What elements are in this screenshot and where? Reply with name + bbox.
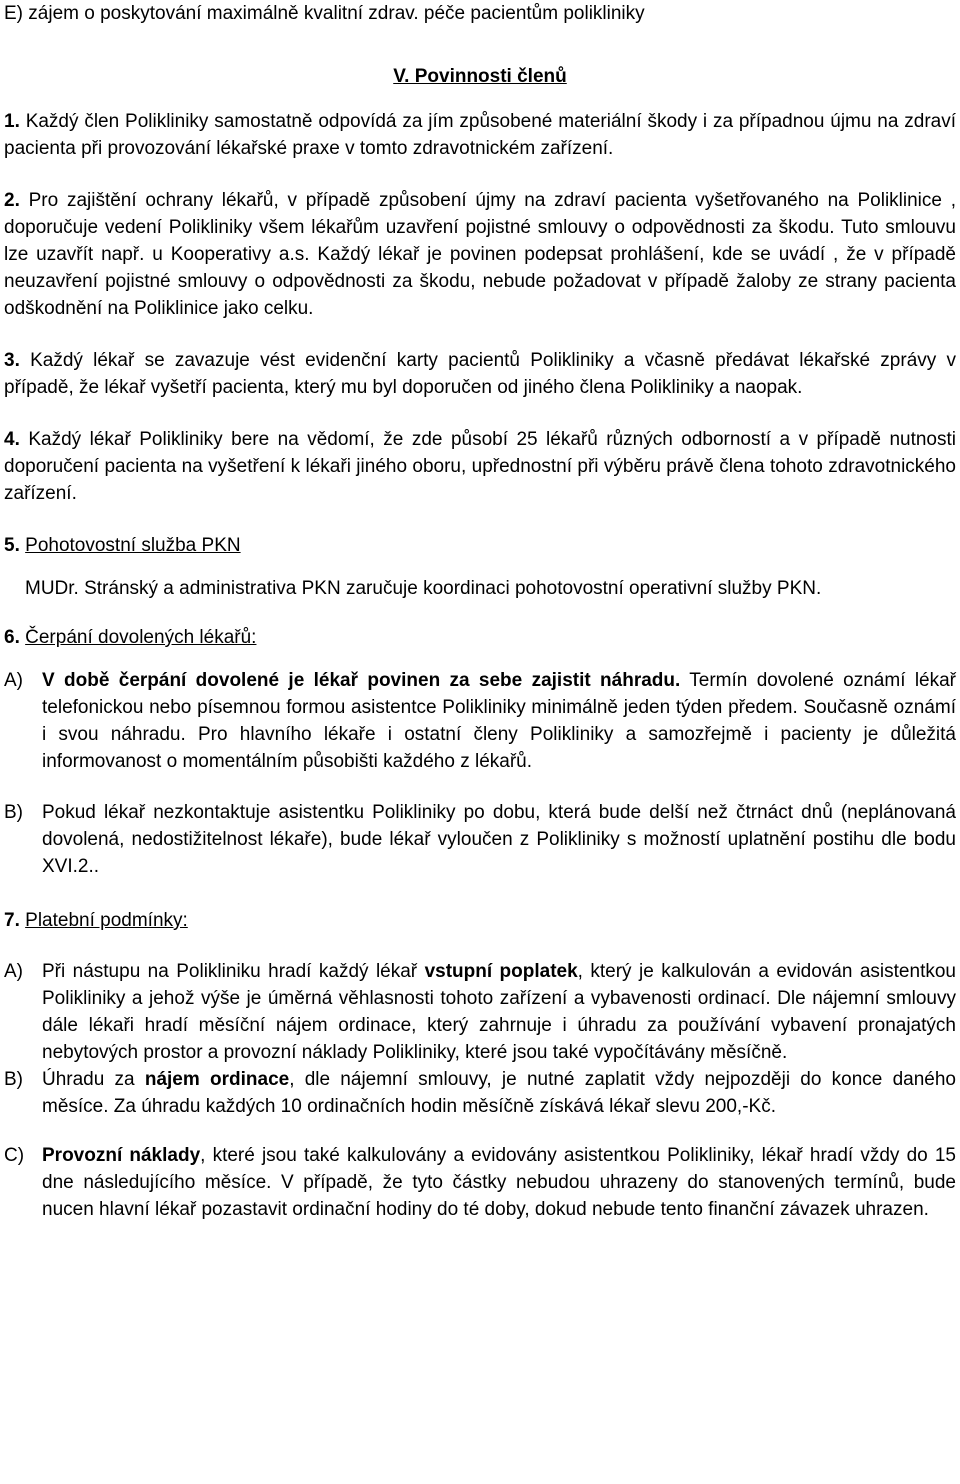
paragraph-4-text: Každý lékař Polikliniky bere na vědomí, že zde působí 25 lékařů různých odborností a v případě nutnosti doporučení pacienta na vyšetření k lékaři jiného oboru, upřednostní při výběru právě člena tohoto zdravotnického zařízení. bbox=[4, 429, 956, 504]
section-7-item-a bbox=[4, 958, 956, 1066]
section-7-item-c-post: , které jsou také kalkulovány a evidovány asistentkou Polikliniky, lékař hradí vždy do 15 dne následujícího měsíce. V případě, že tyto částky nebudou uhrazeny do stanovených termínů, bude nucen hlavní lékař pozastavit ordinační hodiny do té doby, dokud nebude tento finanční závazek uhrazen. bbox=[42, 1145, 956, 1220]
section-7-item-b-text bbox=[42, 1066, 956, 1120]
paragraph-3-number: 3. bbox=[4, 350, 20, 371]
section-7-item-a-pre: Při nástupu na Polikliniku hradí každý lékař bbox=[42, 961, 425, 982]
section-5-text: MUDr. Stránský a administrativa PKN zaručuje koordinaci pohotovostní operativní služby PKN. bbox=[25, 578, 822, 599]
document-page bbox=[4, 0, 956, 1223]
section-7-title: Platební podmínky: bbox=[25, 910, 188, 931]
section-6-item-a-bold: V době čerpání dovolené je lékař povinen za sebe zajistit náhradu. bbox=[42, 670, 681, 691]
paragraph-1-text: Každý člen Polikliniky samostatně odpovídá za jím způsobené materiální škody i za případnou újmu na zdraví pacienta při provozování lékařské praxe v tomto zdravotnickém zařízení. bbox=[4, 111, 956, 159]
section-6-item-a-text bbox=[42, 667, 956, 775]
section-7-item-b-bold: nájem ordinace bbox=[144, 1069, 290, 1090]
paragraph-1 bbox=[4, 108, 956, 162]
section-7-item-b-label: B) bbox=[4, 1069, 23, 1090]
section-6-item-a-label: A) bbox=[4, 670, 23, 691]
section-7-item-a-post: , který je kalkulován a evidován asistentkou Polikliniky a jehož výše je úměrná věhlasnosti tohoto zařízení a vybavenosti ordinací. Dle nájemní smlouvy dále lékaři hradí měsíční nájem ordinace, který zahrnuje i úhradu za používání vybavení pronajatých nebytových prostor a provozní náklady Polikliniky, které jsou také vypočítávány měsíčně. bbox=[42, 961, 956, 1063]
section-6-item-b bbox=[4, 799, 956, 880]
section-6-item-b-text: Pokud lékař nezkontaktuje asistentku Polikliniky po dobu, která bude delší než čtrnáct dnů (neplánovaná dovolená, nedostižitelnost lékaře), bude lékař vyloučen z Polikliniky s možností uplatnění postihu dle bodu XVI.2.. bbox=[42, 802, 956, 877]
section-7-item-b-post: , dle nájemní smlouvy, je nutné zaplatit vždy nejpozději do konce daného měsíce. Za úhradu každých 10 ordinačních hodin měsíčně získává lékař slevu 200,-Kč. bbox=[42, 1069, 956, 1117]
section-7-item-c-text bbox=[42, 1142, 956, 1223]
section-6-title: Čerpání dovolených lékařů: bbox=[25, 627, 257, 648]
section-7-item-a-label: A) bbox=[4, 961, 23, 982]
paragraph-3 bbox=[4, 347, 956, 401]
section-6-item-b-label: B) bbox=[4, 802, 23, 823]
section-6-item-a bbox=[4, 667, 956, 775]
section-v-title: V. Povinnosti členů bbox=[393, 66, 567, 87]
section-6-item-a-body: Termín dovolené oznámí lékař telefonickou nebo písemnou formou asistentce Polikliniky minimálně jeden týden předem. Současně oznámí i svou náhradu. Pro hlavního lékaře i ostatní členy Polikliniky a samozřejmě i pacienty je důležitá informovanost o momentálním působišti každého z lékařů. bbox=[42, 670, 956, 772]
paragraph-2 bbox=[4, 187, 956, 322]
paragraph-2-number: 2. bbox=[4, 190, 20, 211]
paragraph-4-number: 4. bbox=[4, 429, 20, 450]
section-5-number: 5. bbox=[4, 535, 20, 556]
section-7-heading bbox=[4, 907, 956, 934]
paragraph-2-text: Pro zajištění ochrany lékařů, v případě způsobení újmy na zdraví pacienta vyšetřovaného na Poliklinice , doporučuje vedení Polikliniky všem lékařům uzavření pojistné smlouvy o odpovědnosti za škodu. Tuto smlouvu lze uzavřít např. u Kooperativy a.s. Každý lékař je povinen podepsat prohlášení, kde se uvádí , že v případě neuzavření pojistné smlouvy o odpovědnosti za škodu, nebude požadovat v případě žaloby ze strany pacienta odškodnění na Poliklinice jako celku. bbox=[4, 190, 956, 319]
section-5-heading bbox=[4, 532, 956, 559]
section-7-item-a-text bbox=[42, 958, 956, 1066]
section-7-item-c-label: C) bbox=[4, 1145, 25, 1166]
section-7-item-a-bold: vstupní poplatek bbox=[424, 961, 578, 982]
paragraph-1-number: 1. bbox=[4, 111, 20, 132]
paragraph-3-text: Každý lékař se zavazuje vést evidenční karty pacientů Polikliniky a včasně předávat lékařské zprávy v případě, že lékař vyšetří pacienta, který mu byl doporučen od jiného člena Polikliniky a naopak. bbox=[4, 350, 956, 398]
section-7-item-b-pre: Úhradu za bbox=[42, 1069, 145, 1090]
section-7-number: 7. bbox=[4, 910, 20, 931]
section-6-heading bbox=[4, 624, 956, 651]
section-7-item-c-bold: Provozní náklady bbox=[42, 1145, 201, 1166]
section-7-item-c bbox=[4, 1142, 956, 1223]
intro-line: E) zájem o poskytování maximálně kvalitní zdrav. péče pacientům polikliniky bbox=[4, 3, 645, 24]
section-7-item-b bbox=[4, 1066, 956, 1120]
paragraph-4 bbox=[4, 426, 956, 507]
section-6-number: 6. bbox=[4, 627, 20, 648]
section-5-title: Pohotovostní služba PKN bbox=[25, 535, 241, 556]
